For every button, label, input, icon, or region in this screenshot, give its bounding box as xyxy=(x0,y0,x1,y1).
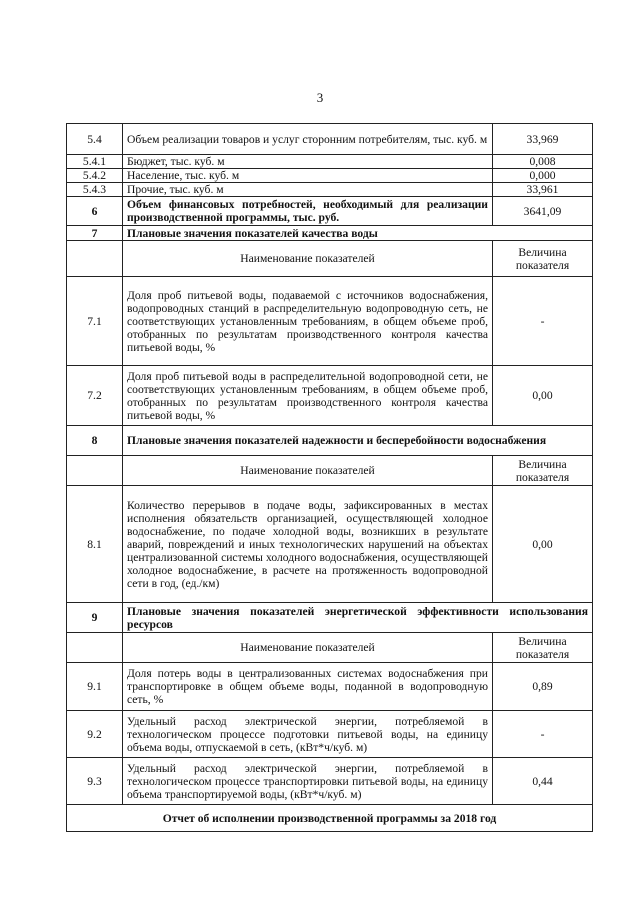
row-value: 0,00 xyxy=(493,486,593,603)
header-row xyxy=(67,241,593,277)
row-value: 0,89 xyxy=(493,663,593,711)
section-title: Плановые значения показателей энергетической эффективности использования ресурсов xyxy=(123,603,593,633)
table-row xyxy=(67,197,593,226)
row-value: - xyxy=(493,711,593,758)
table-row xyxy=(67,711,593,758)
row-number: 5.4.1 xyxy=(67,155,123,169)
table-row xyxy=(67,663,593,711)
column-header-name: Наименование показателей xyxy=(123,456,493,486)
row-number: 5.4.2 xyxy=(67,169,123,183)
row-value: 0,00 xyxy=(493,366,593,426)
row-value: 0,44 xyxy=(493,758,593,805)
page-number: 3 xyxy=(316,90,324,105)
row-text: Прочие, тыс. куб. м xyxy=(123,183,493,197)
row-text: Доля потерь воды в централизованных системах водоснабжения при транспортировке в общем объеме воды, поданной в водопроводную сеть, % xyxy=(123,663,493,711)
table-row xyxy=(67,366,593,426)
row-text: Удельный расход электрической энергии, потребляемой в технологическом процессе подготовки питьевой воды, на единицу объема воды, отпускаемой в сеть, (кВт*ч/куб. м) xyxy=(123,711,493,758)
section-row xyxy=(67,226,593,241)
column-header-value: Величина показателя xyxy=(493,456,593,486)
row-text: Население, тыс. куб. м xyxy=(123,169,493,183)
column-header-value: Величина показателя xyxy=(493,241,593,277)
row-number: 7.1 xyxy=(67,277,123,366)
header-row xyxy=(67,456,593,486)
table-row xyxy=(67,169,593,183)
report-title: Отчет об исполнении производственной программы за 2018 год xyxy=(67,805,593,832)
header-row xyxy=(67,633,593,663)
section-number: 9 xyxy=(67,603,123,633)
row-text: Бюджет, тыс. куб. м xyxy=(123,155,493,169)
row-value: 0,008 xyxy=(493,155,593,169)
section-row xyxy=(67,426,593,456)
row-value: 33,961 xyxy=(493,183,593,197)
row-number: 5.4 xyxy=(67,124,123,155)
row-value: 3641,09 xyxy=(493,197,593,226)
section-number: 8 xyxy=(67,426,123,456)
row-number: 7.2 xyxy=(67,366,123,426)
column-header-value: Величина показателя xyxy=(493,633,593,663)
table-row xyxy=(67,277,593,366)
row-number: 9.1 xyxy=(67,663,123,711)
table-row xyxy=(67,124,593,155)
row-text: Удельный расход электрической энергии, потребляемой в технологическом процессе транспортировки питьевой воды, на единицу объема транспортируемой воды, (кВт*ч/куб. м) xyxy=(123,758,493,805)
section-title: Плановые значения показателей качества воды xyxy=(123,226,593,241)
column-header-name: Наименование показателей xyxy=(123,633,493,663)
row-number: 9.2 xyxy=(67,711,123,758)
row-number: 5.4.3 xyxy=(67,183,123,197)
section-number: 7 xyxy=(67,226,123,241)
row-text: Объем реализации товаров и услуг сторонним потребителям, тыс. куб. м xyxy=(123,124,493,155)
row-text: Доля проб питьевой воды, подаваемой с источников водоснабжения, водопроводных станций в распределительную водопроводную сеть, не соответствующих установленным требованиям, в общем объеме проб, отобранных по результатам производственного контроля качества питьевой воды, % xyxy=(123,277,493,366)
table-row xyxy=(67,155,593,169)
indicators-table xyxy=(66,123,593,832)
row-text: Доля проб питьевой воды в распределительной водопроводной сети, не соответствующих установленным требованиям, в общем объеме проб, отобранных по результатам производственного контроля качества питьевой воды, % xyxy=(123,366,493,426)
row-number: 9.3 xyxy=(67,758,123,805)
section-row xyxy=(67,603,593,633)
row-value: - xyxy=(493,277,593,366)
row-value: 33,969 xyxy=(493,124,593,155)
table-row xyxy=(67,183,593,197)
row-text: Количество перерывов в подаче воды, зафиксированных в местах исполнения обязательств организацией, осуществляющей холодное водоснабжение, по подаче холодной воды, возникших в результате аварий, повреждений и иных технологических нарушений на объектах централизованной системы холодного водоснабжения, осуществляющей холодное водоснабжение, в расчете на протяженность водопроводной сети в год, (ед./км) xyxy=(123,486,493,603)
footer-row xyxy=(67,805,593,832)
column-header-name: Наименование показателей xyxy=(123,241,493,277)
table-row xyxy=(67,486,593,603)
table-row xyxy=(67,758,593,805)
row-text: Объем финансовых потребностей, необходимый для реализации производственной программы, тыс. руб. xyxy=(123,197,493,226)
row-number: 8.1 xyxy=(67,486,123,603)
section-title: Плановые значения показателей надежности и бесперебойности водоснабжения xyxy=(123,426,593,456)
row-number: 6 xyxy=(67,197,123,226)
row-value: 0,000 xyxy=(493,169,593,183)
